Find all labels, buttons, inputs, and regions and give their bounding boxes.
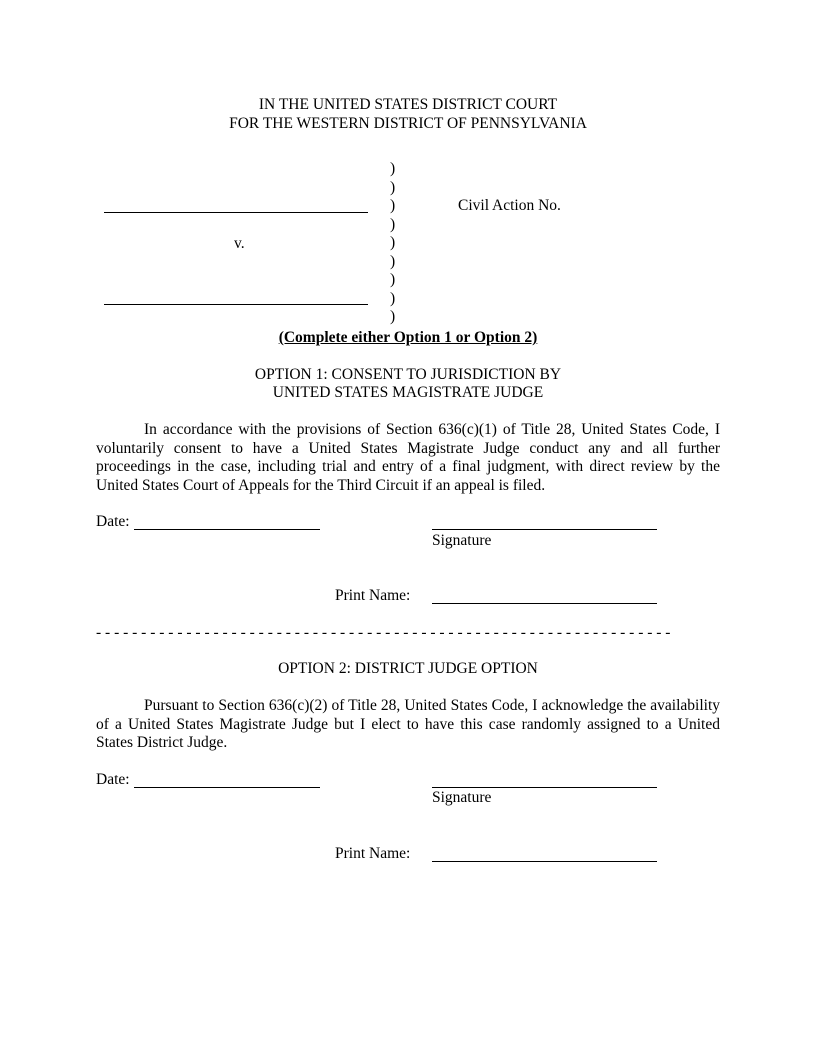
option2-body-text: Pursuant to Section 636(c)(2) of Title 28, United States Code, I acknowledge the availability of a United States Magistrate Judge but I elect to have this case randomly assigned to a United States District Judge.	[96, 697, 720, 752]
caption-paren: )	[390, 178, 396, 196]
option1-title-line2: UNITED STATES MAGISTRATE JUDGE	[272, 384, 544, 401]
option1-body-text: In accordance with the provisions of Section 636(c)(1) of Title 28, United States Code, I voluntarily consent to have a United States Magistrate Judge conduct any and all further proceedings in the case, including trial and entry of a final judgment, with direct review by the United States Court of Appeals for the Third Circuit if an appeal is filed.	[96, 421, 720, 494]
option2-signature-label: Signature	[432, 789, 492, 806]
option1-signature-line[interactable]	[432, 529, 657, 530]
option1-print-name-line[interactable]	[432, 603, 657, 604]
caption-paren: )	[390, 308, 396, 325]
option2-print-name-label: Print Name:	[335, 845, 411, 862]
caption-paren: )	[390, 197, 396, 214]
court-title-line2: FOR THE WESTERN DISTRICT OF PENNSYLVANIA	[229, 115, 587, 132]
option2-body	[96, 697, 720, 753]
option2-signature-line[interactable]	[432, 787, 657, 788]
civil-action-label: Civil Action No.	[458, 197, 561, 214]
option2-print-name-line[interactable]	[432, 861, 657, 862]
caption-paren: )	[390, 252, 396, 270]
plaintiff-name-line[interactable]	[104, 212, 368, 213]
versus-label: v.	[234, 235, 245, 252]
option2-date-label: Date:	[96, 771, 130, 788]
option1-body	[96, 421, 720, 495]
caption-paren: )	[390, 160, 396, 177]
caption-paren: )	[390, 215, 396, 233]
option1-title-line1: OPTION 1: CONSENT TO JURISDICTION BY	[254, 366, 562, 383]
option2-date-line[interactable]	[134, 787, 320, 788]
option-instruction: (Complete either Option 1 or Option 2)	[278, 329, 538, 346]
defendant-name-line[interactable]	[104, 304, 368, 305]
option1-print-name-label: Print Name:	[335, 587, 411, 604]
court-title-line1: IN THE UNITED STATES DISTRICT COURT	[258, 96, 558, 113]
option2-title: OPTION 2: DISTRICT JUDGE OPTION	[278, 660, 538, 677]
section-separator: - - - - - - - - - - - - - - - - - - - - - - - - - - - - - - - - - - - - - - - - - - - - - - - - - - - - - - - - - - - - - - - -	[96, 624, 671, 641]
caption-paren: )	[390, 271, 396, 288]
option1-date-label: Date:	[96, 513, 130, 530]
option1-date-line[interactable]	[134, 529, 320, 530]
caption-paren: )	[390, 289, 396, 307]
option1-signature-label: Signature	[432, 532, 492, 549]
caption-paren: )	[390, 234, 396, 251]
